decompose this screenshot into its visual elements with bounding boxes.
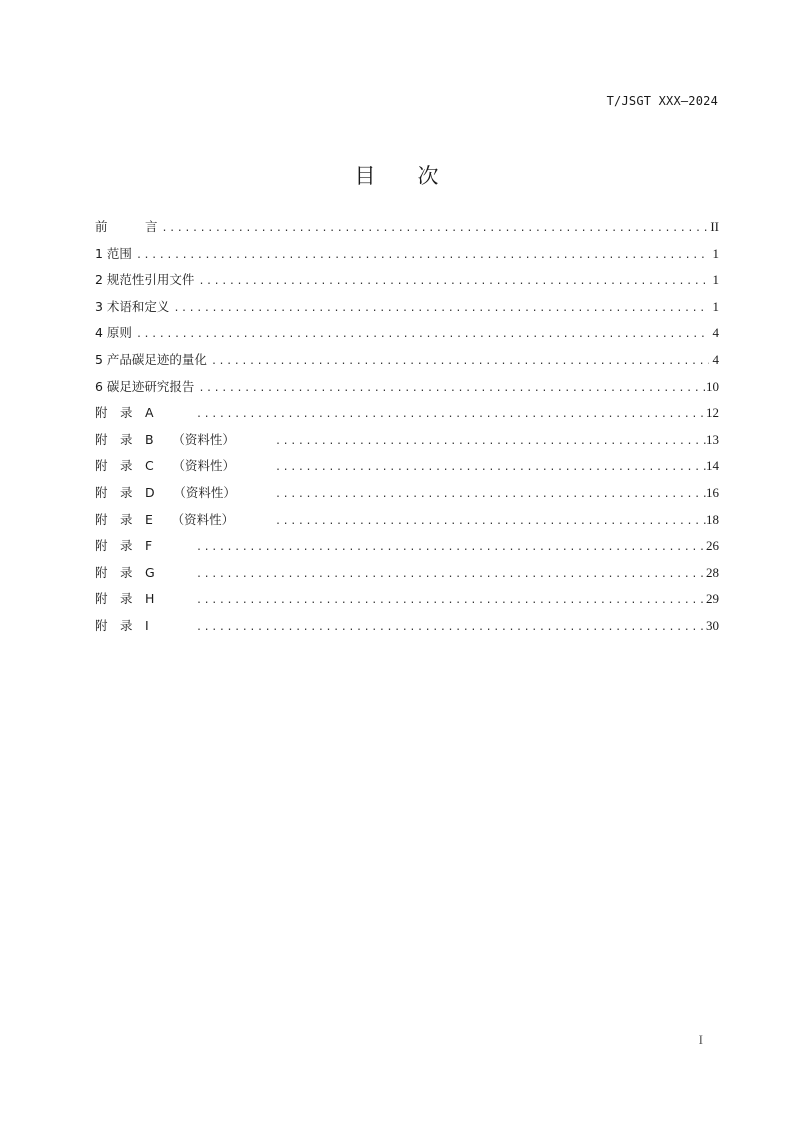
toc-entry-page: 1 bbox=[712, 245, 719, 261]
toc-entry-page: 13 bbox=[706, 431, 719, 447]
toc-entry-label: 附 录 D （资料性） bbox=[95, 484, 236, 500]
toc-entry-label: 附 录 A bbox=[95, 405, 154, 421]
toc-entry-label: 附 录 I bbox=[95, 617, 149, 633]
toc-entry-page: 4 bbox=[712, 325, 719, 341]
toc-entry-page: 1 bbox=[712, 272, 719, 288]
toc-entry-appendix-c[interactable] bbox=[95, 456, 719, 483]
toc-entry-page: 1 bbox=[712, 298, 719, 314]
toc-entry-label: 附 录 C （资料性） bbox=[95, 458, 235, 474]
toc-dot-leader bbox=[169, 303, 709, 314]
toc-entry-page: 14 bbox=[706, 458, 719, 474]
toc-entry-label: 附 录 H bbox=[95, 591, 155, 607]
toc-dot-leader bbox=[132, 329, 709, 340]
toc-dot-leader bbox=[132, 250, 709, 261]
toc-entry-appendix-i[interactable] bbox=[95, 616, 719, 643]
document-code: T/JSGT XXX—2024 bbox=[606, 94, 718, 108]
toc-entry-label: 前 言 bbox=[95, 219, 158, 234]
toc-entry-page: 28 bbox=[706, 564, 719, 580]
toc-entry-appendix-h[interactable] bbox=[95, 589, 719, 616]
toc-dot-leader bbox=[271, 462, 706, 473]
toc-entry-scope[interactable] bbox=[95, 244, 719, 271]
toc-dot-leader bbox=[192, 622, 706, 633]
toc-dot-leader bbox=[271, 489, 706, 500]
toc-entry-label: 附 录 E （资料性） bbox=[95, 511, 235, 527]
toc-dot-leader bbox=[158, 223, 709, 234]
toc-entry-quantification[interactable] bbox=[95, 350, 719, 377]
toc-entry-label: 1 范围 bbox=[95, 245, 132, 261]
toc-entry-appendix-f[interactable] bbox=[95, 536, 719, 563]
toc-entry-label: 4 原则 bbox=[95, 325, 132, 341]
toc-entry-label: 5 产品碳足迹的量化 bbox=[95, 351, 207, 367]
toc-entry-study-report[interactable] bbox=[95, 377, 719, 404]
toc-entry-foreword[interactable] bbox=[95, 217, 719, 244]
toc-entry-label: 附 录 F bbox=[95, 538, 153, 554]
toc-entry-page: 18 bbox=[706, 511, 719, 527]
toc-entry-page: 10 bbox=[706, 378, 719, 394]
toc-dot-leader bbox=[192, 409, 706, 420]
toc-entry-appendix-a[interactable] bbox=[95, 403, 719, 430]
toc-entry-label: 2 规范性引用文件 bbox=[95, 272, 195, 288]
toc-entry-appendix-d[interactable] bbox=[95, 483, 719, 510]
toc-entry-appendix-g[interactable] bbox=[95, 563, 719, 590]
toc-entry-page: 12 bbox=[706, 405, 719, 421]
toc-entry-page: 29 bbox=[706, 591, 719, 607]
toc-dot-leader bbox=[194, 276, 709, 287]
toc-entry-principles[interactable] bbox=[95, 323, 719, 350]
toc-dot-leader bbox=[192, 542, 706, 553]
toc-dot-leader bbox=[271, 436, 706, 447]
toc-entry-label: 3 术语和定义 bbox=[95, 298, 170, 314]
toc-entry-page: 4 bbox=[712, 351, 719, 367]
toc-title: 目 次 bbox=[354, 164, 439, 188]
toc-entry-terms-definitions[interactable] bbox=[95, 297, 719, 324]
toc-entry-appendix-b[interactable] bbox=[95, 430, 719, 457]
toc-entry-label: 6 碳足迹研究报告 bbox=[95, 378, 195, 394]
toc-entry-normative-references[interactable] bbox=[95, 270, 719, 297]
toc-entry-page: 16 bbox=[706, 484, 719, 500]
toc-entry-label: 附 录 G bbox=[95, 564, 155, 580]
toc-entry-label: 附 录 B （资料性） bbox=[95, 431, 235, 447]
toc-dot-leader bbox=[271, 516, 706, 527]
table-of-contents bbox=[95, 217, 719, 643]
toc-dot-leader bbox=[192, 595, 706, 606]
page-number: I bbox=[698, 1032, 703, 1047]
toc-dot-leader bbox=[207, 356, 709, 367]
toc-entry-page: 26 bbox=[706, 538, 719, 554]
toc-dot-leader bbox=[194, 383, 706, 394]
toc-entry-page: II bbox=[710, 219, 719, 234]
toc-entry-page: 30 bbox=[706, 617, 719, 633]
toc-entry-appendix-e[interactable] bbox=[95, 510, 719, 537]
toc-dot-leader bbox=[192, 569, 706, 580]
